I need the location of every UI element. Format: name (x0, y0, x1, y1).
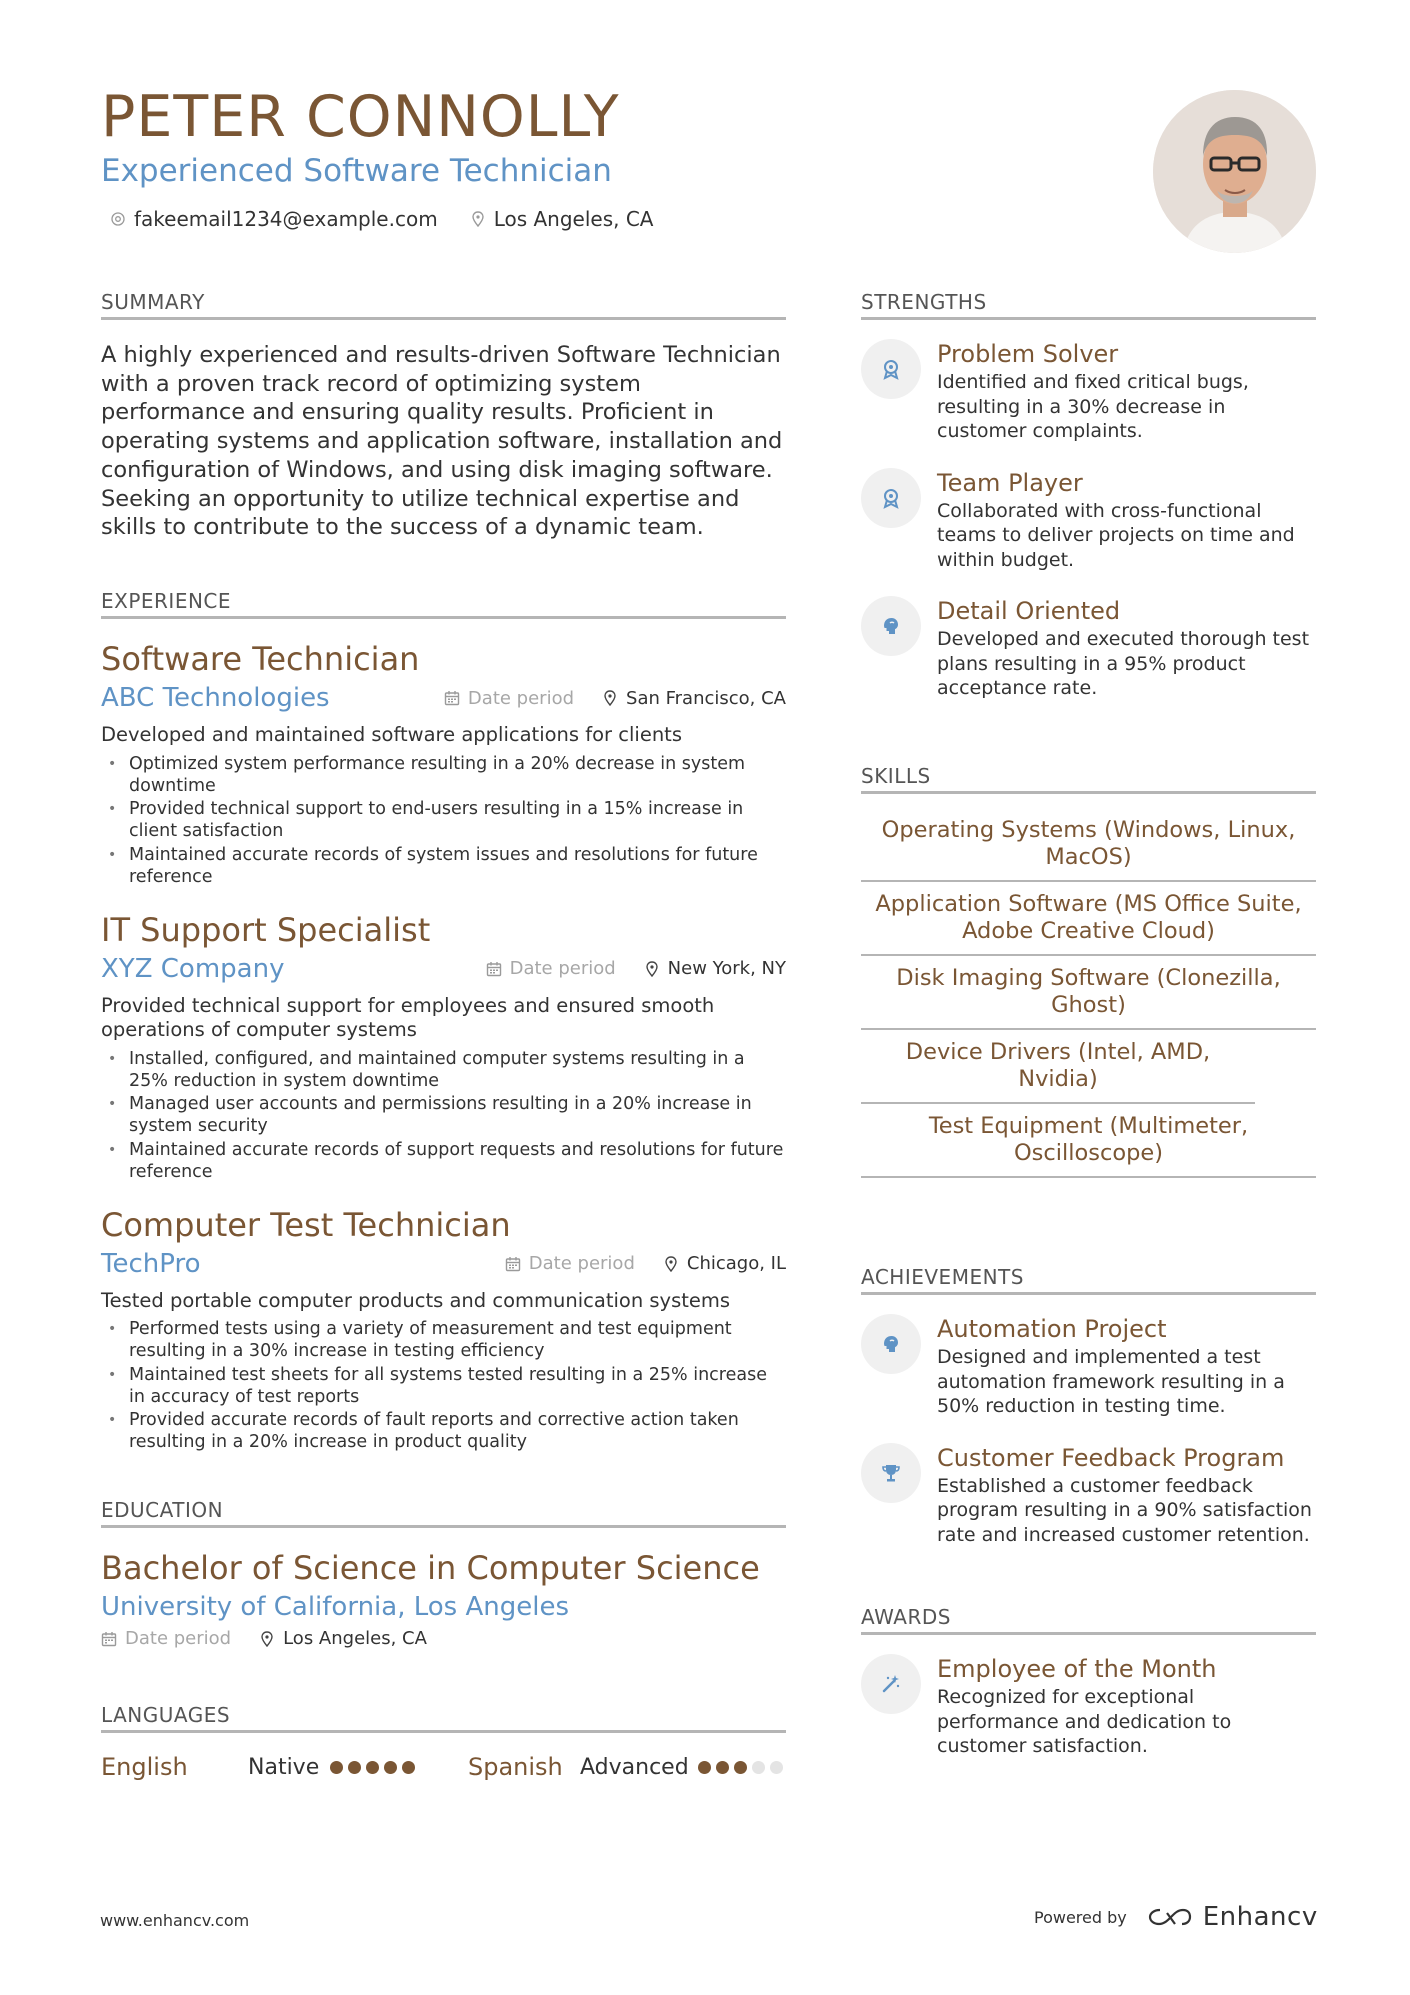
rating-dot-filled (366, 1761, 379, 1774)
achievement-description: Designed and implemented a test automation framework resulting in a 50% reduction in testing time. (937, 1346, 1285, 1417)
school-name: University of California, Los Angeles (101, 1592, 570, 1622)
language-item (101, 1753, 468, 1781)
location-text: New York, NY (667, 958, 786, 979)
candidate-name: PETER CONNOLLY (101, 84, 620, 150)
location-pin-icon (602, 690, 618, 706)
achievement-item (861, 1443, 1316, 1548)
job-meta (486, 958, 786, 979)
award-content (937, 1654, 1316, 1759)
achievement-content (937, 1443, 1316, 1548)
bullet-item: • Performed tests using a variety of measurement and test equipment resulting in a 30% increase in testing efficiency (101, 1318, 786, 1362)
language-rating (698, 1761, 783, 1774)
footer-branding (1034, 1902, 1318, 1932)
location-text: Los Angeles, CA (493, 207, 654, 231)
bullet-item: • Provided accurate records of fault reports and corrective action taken resulting in a 20% increase in product quality (101, 1409, 786, 1453)
brain-icon (861, 596, 921, 656)
achievements-heading: ACHIEVEMENTS (861, 1265, 1316, 1295)
bullet-item: • Installed, configured, and maintained computer systems resulting in a 25% reduction in system downtime (101, 1048, 786, 1092)
language-item (468, 1753, 786, 1781)
skills-heading: SKILLS (861, 764, 1316, 794)
strength-item (861, 468, 1316, 573)
bullet-item: • Maintained accurate records of system issues and resolutions for future reference (101, 844, 786, 888)
bullet-item: • Maintained accurate records of support requests and resolutions for future reference (101, 1139, 786, 1183)
strengths-section (861, 290, 1316, 701)
job-entry (101, 1205, 786, 1454)
achievement-description: Established a customer feedback program resulting in a 90% satisfaction rate and increased customer retention. (937, 1474, 1312, 1546)
bullet-item: • Maintained test sheets for all systems tested resulting in a 25% increase in accuracy of test reports (101, 1364, 786, 1408)
job-date (444, 688, 574, 709)
award-icon (861, 339, 921, 399)
achievements-section (861, 1265, 1316, 1547)
strengths-heading: STRENGTHS (861, 290, 1316, 320)
enhancv-logo-icon (1147, 1905, 1193, 1929)
job-location (644, 958, 786, 979)
education-meta (101, 1628, 786, 1649)
contact-email (110, 207, 438, 231)
strength-item (861, 339, 1316, 444)
job-location (602, 688, 786, 709)
magic-icon (861, 1654, 921, 1714)
job-entry (101, 639, 786, 888)
job-description: Tested portable computer products and communication systems (101, 1288, 731, 1312)
skill-item: Disk Imaging Software (Clonezilla, Ghost) (861, 956, 1316, 1030)
education-date (101, 1628, 231, 1649)
job-entry (101, 910, 786, 1183)
language-name: English (101, 1753, 188, 1781)
summary-section (101, 290, 786, 542)
location-pin-icon (644, 961, 660, 977)
job-title: Computer Test Technician (101, 1205, 511, 1244)
rating-dot-empty (770, 1761, 783, 1774)
strength-title: Detail Oriented (937, 597, 1121, 625)
location-text: San Francisco, CA (626, 687, 786, 709)
job-description: Provided technical support for employees and ensured smooth operations of computer systems (101, 993, 715, 1041)
achievement-content (937, 1314, 1316, 1419)
rating-dot-empty (752, 1761, 765, 1774)
calendar-icon (101, 1631, 117, 1647)
bullet-item: • Managed user accounts and permissions resulting in a 20% increase in system security (101, 1093, 786, 1137)
education-location (259, 1628, 427, 1649)
languages-row (101, 1753, 786, 1781)
job-bullets (101, 1048, 786, 1183)
language-level: Advanced (580, 1754, 689, 1780)
location-pin-icon (663, 1256, 679, 1272)
languages-heading: LANGUAGES (101, 1703, 786, 1733)
job-date (486, 958, 616, 979)
award-icon (861, 468, 921, 528)
bullet-item: • Optimized system performance resulting in a 20% decrease in system downtime (101, 753, 786, 797)
rating-dot-filled (348, 1761, 361, 1774)
award-description: Recognized for exceptional performance and dedication to customer satisfaction. (937, 1686, 1232, 1757)
candidate-title: Experienced Software Technician (101, 153, 612, 189)
calendar-icon (444, 690, 460, 706)
strength-description: Collaborated with cross-functional teams to deliver projects on time and within budget. (937, 499, 1295, 571)
strength-description: Developed and executed thorough test plans resulting in a 95% product acceptance rate. (937, 628, 1310, 699)
powered-by-text: Powered by (1034, 1907, 1127, 1927)
avatar-illustration (1153, 90, 1316, 253)
achievement-item (861, 1314, 1316, 1419)
strength-title: Problem Solver (937, 340, 1119, 368)
job-title: Software Technician (101, 640, 420, 678)
job-description: Developed and maintained software applications for clients (101, 723, 682, 746)
calendar-icon (505, 1256, 521, 1272)
rating-dot-filled (384, 1761, 397, 1774)
language-level: Native (248, 1754, 320, 1780)
location-pin-icon (259, 1631, 275, 1647)
languages-section (101, 1703, 786, 1781)
company-name: TechPro (101, 1248, 201, 1279)
job-header-row (101, 1245, 786, 1283)
job-location (663, 1253, 786, 1274)
location-text: Chicago, IL (686, 1253, 786, 1274)
profile-photo (1153, 90, 1316, 253)
degree-title: Bachelor of Science in Computer Science (101, 1549, 760, 1587)
job-date (505, 1253, 635, 1274)
experience-section (101, 589, 786, 1455)
language-rating (330, 1761, 415, 1774)
summary-heading: SUMMARY (101, 290, 786, 320)
job-meta (505, 1253, 786, 1274)
trophy-icon (861, 1443, 921, 1503)
strength-content (937, 339, 1316, 444)
award-title: Employee of the Month (937, 1655, 1217, 1683)
strength-title: Team Player (937, 468, 1083, 497)
company-name: XYZ Company (101, 953, 285, 984)
brand-name: Enhancv (1202, 1902, 1318, 1932)
language-name: Spanish (468, 1753, 563, 1781)
rating-dot-filled (716, 1761, 729, 1774)
location-text: Los Angeles, CA (283, 1628, 427, 1649)
job-header-row (101, 950, 786, 988)
job-bullets (101, 1318, 786, 1453)
rating-dot-filled (734, 1761, 747, 1774)
date-text: Date period (528, 1253, 635, 1274)
job-title: IT Support Specialist (101, 910, 431, 949)
education-heading: EDUCATION (101, 1498, 786, 1528)
award-item (861, 1654, 1316, 1759)
skill-item: Operating Systems (Windows, Linux, MacOS) (861, 808, 1316, 882)
location-pin-icon (470, 211, 486, 227)
job-meta (444, 688, 786, 709)
brain-icon (861, 1314, 921, 1374)
experience-heading: EXPERIENCE (101, 589, 786, 619)
skill-item: Test Equipment (Multimeter, Oscilloscope) (861, 1104, 1316, 1178)
date-text: Date period (125, 1628, 232, 1649)
date-text: Date period (467, 687, 575, 709)
achievement-title: Customer Feedback Program (937, 1443, 1285, 1472)
achievement-title: Automation Project (937, 1315, 1167, 1343)
job-bullets (101, 753, 786, 888)
rating-dot-filled (402, 1761, 415, 1774)
strength-description: Identified and fixed critical bugs, resulting in a 30% decrease in customer complaints. (937, 371, 1249, 442)
skill-item: Application Software (MS Office Suite, Adobe Creative Cloud) (861, 882, 1316, 956)
strength-item (861, 596, 1316, 701)
strength-content (937, 468, 1316, 573)
rating-dot-filled (330, 1761, 343, 1774)
email-text[interactable]: fakeemail1234@example.com (134, 207, 438, 231)
company-name: ABC Technologies (101, 683, 330, 713)
skills-section (861, 764, 1316, 1178)
skills-list (861, 808, 1316, 1178)
calendar-icon (486, 961, 502, 977)
date-text: Date period (509, 958, 616, 979)
education-section (101, 1498, 786, 1649)
awards-section (861, 1605, 1316, 1759)
job-header-row (101, 679, 786, 717)
footer-website[interactable]: www.enhancv.com (100, 1911, 250, 1930)
summary-text: A highly experienced and results-driven Software Technician with a proven track record of optimizing system performance and ensuring quality results. Proficient in operating systems and application software, installation and configuration of Windows, and using disk imaging software. Seeking an opportunity to utilize technical expertise and skills to contribute to the success of a dynamic team. (101, 342, 783, 541)
at-icon (110, 211, 126, 227)
awards-heading: AWARDS (861, 1605, 1316, 1635)
bullet-item: • Provided technical support to end-users resulting in a 15% increase in client satisfaction (101, 798, 786, 842)
contact-location (470, 207, 654, 231)
strength-content (937, 596, 1316, 701)
rating-dot-filled (698, 1761, 711, 1774)
contact-info (110, 207, 654, 231)
brand-logo[interactable] (1147, 1902, 1318, 1932)
skill-item: Device Drivers (Intel, AMD, Nvidia) (861, 1030, 1255, 1104)
